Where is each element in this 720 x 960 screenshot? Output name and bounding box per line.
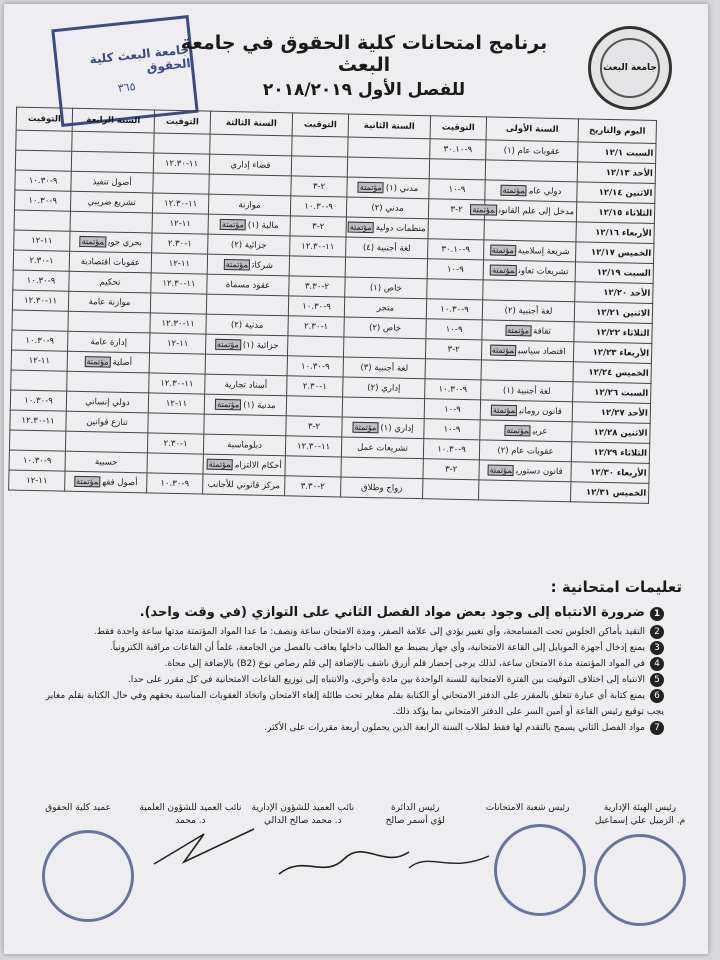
time-cell: ١-٢.٣٠ [147, 433, 203, 454]
day-cell: الأربعاء ١٢/٣٠ [571, 462, 649, 484]
time-cell [153, 173, 209, 194]
time-cell: ٩-١٠.٣٠ [290, 196, 346, 217]
stamp-text: جامعة البعث كلية الحقوق [88, 41, 192, 75]
col-time4: التوقيت [16, 107, 72, 131]
course-cell [209, 174, 291, 196]
automated-tag: مؤتمتة [352, 421, 378, 433]
automated-tag: مؤتمتة [215, 398, 241, 410]
signature-block [586, 802, 694, 828]
time-cell: ١١-١٢.٣٠ [152, 193, 208, 214]
day-cell: الأربعاء ١٢/٢٣ [573, 342, 651, 364]
course-cell: لغة أجنبية (٢) [482, 300, 574, 322]
time-cell [291, 156, 347, 177]
time-cell: ٩-١٠.٣٠ [15, 170, 71, 191]
course-cell: مالية (١)مؤتمتة [208, 214, 290, 236]
instructions-heading: تعليمات امتحانية : [550, 578, 682, 596]
automated-tag: مؤتمتة [488, 464, 515, 476]
course-cell: لغة أجنبية (١) [481, 380, 573, 402]
course-cell: أحكام الالتزاممؤتمتة [203, 454, 285, 476]
col-year1: السنة الأولى [486, 117, 578, 142]
logo-inner: جامعة البعث [600, 38, 660, 98]
course-cell [68, 311, 150, 333]
instruction-item [32, 672, 664, 688]
course-cell: شركاتمؤتمتة [207, 254, 289, 276]
signature-block [474, 802, 582, 828]
instruction-text: مواد الفصل الثاني يسمح بالتقدم لها فقط لطلاب السنة الرابعة الذين يحملون أربعة مقررات على الأكثر. [264, 723, 645, 733]
automated-tag: مؤتمتة [490, 344, 517, 356]
course-cell [345, 257, 427, 279]
day-cell: الأحد ١٢/١٣ [577, 162, 655, 184]
course-cell: تحكيم [69, 271, 151, 293]
course-cell: حسبية [65, 451, 147, 473]
time-cell [9, 430, 65, 451]
instruction-number-icon: 1 [650, 607, 664, 621]
time-cell: ١١-١٢ [152, 213, 208, 234]
automated-tag: مؤتمتة [220, 218, 246, 230]
day-cell: السبت ١٢/١٩ [575, 262, 653, 284]
day-cell: الأربعاء ١٢/١٦ [576, 222, 654, 244]
time-cell: ١١-١٢.٣٠ [153, 153, 209, 174]
instruction-item [32, 656, 664, 672]
instruction-text: في المواد المؤتمتة مدة الامتحان ساعة، لذلك يرجى إحضار قلم أزرق ناشف بالإضافة إلى قلم رصاص نوع (B2) بالإضافة إلى محاة. [164, 659, 645, 669]
time-cell [286, 396, 342, 417]
automated-tag: مؤتمتة [491, 404, 518, 416]
signature-title: رئيس شعبة الامتحانات [485, 803, 570, 813]
course-cell: مدني (٢) [346, 197, 428, 219]
course-cell [343, 337, 425, 359]
signature-block [249, 802, 357, 828]
document-title: برنامج امتحانات كلية الحقوق في جامعة البعث [180, 32, 548, 76]
time-cell: ٩-١٠ [424, 419, 480, 440]
course-cell: بحري جويمؤتمتة [70, 231, 152, 253]
time-cell [292, 136, 348, 157]
day-cell: الأحد ١٢/٢٠ [575, 282, 653, 304]
time-cell [289, 256, 345, 277]
time-cell: ١-٢.٣٠ [288, 316, 344, 337]
day-cell: الاثنين ١٢/١٤ [577, 182, 655, 204]
time-cell [150, 293, 206, 314]
course-cell: عقود مسماة [207, 274, 289, 296]
course-cell [210, 134, 292, 156]
time-cell: ١١-١٢.٣٠ [149, 373, 205, 394]
time-cell: ٩-١٠.٣٠ [423, 439, 479, 460]
time-cell: ٩-٣٠.١٠ [430, 139, 486, 160]
signature-title: نائب العميد للشؤون العلمية [139, 803, 242, 813]
course-cell: منظمات دوليةمؤتمتة [346, 217, 428, 239]
day-cell: الخميس ١٢/٣١ [570, 482, 648, 504]
course-cell: مركز قانوني للأجانب [203, 474, 285, 496]
day-cell: الخميس ١٢/٢٤ [573, 362, 651, 384]
time-cell: ٩-١٠.٣٠ [147, 473, 203, 494]
course-cell: تنازع قوانين [66, 411, 148, 433]
course-cell: ثقافةمؤتمتة [482, 320, 574, 342]
time-cell [148, 413, 204, 434]
time-cell: ٩-١٠.٣٠ [287, 356, 343, 377]
automated-tag: مؤتمتة [358, 181, 384, 193]
course-cell: دولي إنساني [66, 391, 148, 413]
col-time2: التوقيت [292, 113, 348, 137]
time-cell: ١١-١٢ [148, 393, 204, 414]
instruction-text: الانتباه إلى اختلاف التوقيت بين الفترة الامتحانية للسنة الواحدة بين مادة وأخرى، والانتباه إلى توزيع القاعات الامتحانية في كل مقرر على حدا. [127, 675, 645, 685]
day-cell: السبت ١٢/١ [578, 142, 656, 164]
time-cell: ٩-١٠.٣٠ [10, 390, 66, 411]
course-cell: إداري (٢) [343, 377, 425, 399]
course-cell: أصول فقهمؤتمتة [65, 471, 147, 493]
signature-name: لؤي أسمر صالح [385, 816, 445, 826]
instruction-number-icon: 4 [650, 657, 664, 671]
automated-tag: مؤتمتة [80, 235, 107, 247]
document-subtitle: للفصل الأول ٢٠١٨/٢٠١٩ [262, 80, 466, 100]
time-cell: ١١-١٢.٣٠ [150, 313, 206, 334]
course-cell [65, 431, 147, 453]
course-cell [483, 280, 575, 302]
instruction-item [32, 602, 664, 624]
time-cell: ١١-١٢.٣٠ [12, 290, 68, 311]
signature-title: عميد كلية الحقوق [45, 803, 111, 813]
automated-tag: مؤتمتة [207, 458, 234, 470]
course-cell: تشريع ضريبي [70, 191, 152, 213]
time-cell [285, 456, 341, 477]
signature-name: د. محمد صالح الدالي [264, 816, 342, 826]
time-cell: ١-٢.٣٠ [13, 250, 69, 271]
course-cell: قانون رومانيمؤتمتة [480, 400, 572, 422]
col-year4: السنة الرابعة [72, 108, 154, 133]
time-cell: ٩-١٠ [427, 259, 483, 280]
course-cell: دبلوماسية [203, 434, 285, 456]
time-cell [429, 159, 485, 180]
col-year3: السنة الثالثة [210, 111, 292, 136]
automated-tag: مؤتمتة [224, 258, 251, 270]
course-cell [206, 294, 288, 316]
course-cell: تشريعات تعاونمؤتمتة [483, 260, 575, 282]
course-cell: موازنة [208, 194, 290, 216]
time-cell: ٩-١٠.٣٠ [288, 296, 344, 317]
time-cell: ١١-١٢ [11, 350, 67, 371]
course-cell: لغة أجنبية (٤) [346, 237, 428, 259]
signature-scribble [404, 846, 494, 876]
course-cell: عقوبات عام (٢) [479, 440, 571, 462]
course-cell: قضاء إداري [209, 154, 291, 176]
admin-round-stamp [594, 834, 686, 926]
instruction-text: يمنع إدخال أجهزة الموبايل إلى القاعة الامتحانية، وأي جهاز يضبط مع الطالب داخلها يعاقب بالفصل من الجامعة، علماً أن القاعات مراقبة الكترونياً. [109, 643, 645, 653]
course-cell: زواج وطلاق [341, 477, 423, 499]
time-cell: ٢-٣ [290, 216, 346, 237]
course-cell [481, 360, 573, 382]
course-cell: إداري (١)مؤتمتة [342, 417, 424, 439]
course-cell [341, 457, 423, 479]
automated-tag: مؤتمتة [74, 475, 101, 487]
automated-tag: مؤتمتة [490, 244, 516, 256]
instruction-number-icon: 7 [650, 721, 664, 735]
time-cell: ٢-٣.٣٠ [285, 476, 341, 497]
automated-tag: مؤتمتة [504, 424, 531, 436]
course-cell [342, 397, 424, 419]
course-cell: مدني (١)مؤتمتة [347, 177, 429, 199]
time-cell: ٩-١٠ [424, 399, 480, 420]
day-cell: الثلاثاء ١٢/٢٢ [574, 322, 652, 344]
signature-scribble [274, 844, 414, 884]
course-cell: اقتصاد سياسيمؤتمتة [481, 340, 573, 362]
course-cell: موازنة عامة [68, 291, 150, 313]
time-cell [423, 479, 479, 500]
stamp-number: ٣٦٥ [117, 79, 137, 95]
instruction-number-icon: 3 [650, 641, 664, 655]
time-cell: ٩-١٠ [426, 319, 482, 340]
course-cell: خاص (٢) [344, 317, 426, 339]
course-cell [348, 137, 430, 159]
automated-tag: مؤتمتة [470, 204, 497, 216]
instructions-section [32, 578, 682, 736]
time-cell [287, 336, 343, 357]
course-cell: عربيمؤتمتة [480, 420, 572, 442]
automated-tag: مؤتمتة [490, 264, 517, 276]
course-cell [347, 157, 429, 179]
signature-title: رئيس الهيئة الإدارية [603, 803, 677, 813]
course-cell: جزائية (٢) [208, 234, 290, 256]
time-cell: ١١-١٢ [150, 333, 206, 354]
exam-schedule-table [8, 107, 657, 504]
time-cell [425, 359, 481, 380]
signature-title: نائب العميد للشؤون الإدارية [251, 803, 355, 813]
day-cell: الخميس ١٢/١٧ [576, 242, 654, 264]
signature-title: رئيس الدائرة [390, 803, 440, 813]
instruction-text: يمنع كتابة أي عبارة تتعلق بالمقرر على الدفتر الامتحاني أو الكتابة بقلم مغاير تحت طائلة إلغاء الامتحان واتخاذ العقوبات المناسبة بحقهم وفي حال الكتابة بقلم مغاير يجب توقيع رئيس القاعة أو أمين السر على الدفتر الامتحاني بما يؤكد ذلك. [45, 691, 664, 717]
time-cell [428, 219, 484, 240]
course-cell: عقوبات عام (١) [486, 140, 578, 162]
time-cell: ٢-٣ [286, 416, 342, 437]
time-cell [11, 370, 67, 391]
course-cell [485, 160, 577, 182]
time-cell: ٢-٣ [425, 339, 481, 360]
time-cell [14, 210, 70, 231]
course-cell: تشريعات عمل [341, 437, 423, 459]
col-day: اليوم والتاريخ [578, 119, 656, 144]
course-cell: إدارة عامة [68, 331, 150, 353]
day-cell: السبت ١٢/٢٦ [573, 382, 651, 404]
course-cell [479, 480, 571, 502]
time-cell: ١١-١٢.٣٠ [10, 410, 66, 431]
table-body [9, 130, 656, 503]
time-cell: ١-٢.٣٠ [152, 233, 208, 254]
automated-tag: مؤتمتة [348, 221, 374, 233]
time-cell: ٩-١٠.٣٠ [426, 299, 482, 320]
course-cell: شريعة إسلاميةمؤتمتة [484, 240, 576, 262]
day-cell: الثلاثاء ١٢/١٥ [576, 202, 654, 224]
time-cell: ٢-٣.٣٠ [289, 276, 345, 297]
exams-round-stamp [494, 824, 586, 916]
time-cell [16, 130, 72, 151]
instruction-item [32, 624, 664, 640]
time-cell [15, 150, 71, 171]
course-cell: مدنية (١)مؤتمتة [204, 394, 286, 416]
instruction-text: ضرورة الانتباه إلى وجود بعض مواد الفصل الثاني على التوازي (في وقت واحد). [139, 605, 645, 620]
time-cell: ١-٢.٣٠ [287, 376, 343, 397]
signature-scribble [144, 824, 264, 874]
time-cell: ١١-١٢ [14, 230, 70, 251]
automated-tag: مؤتمتة [84, 356, 110, 368]
instruction-item [32, 720, 664, 736]
signature-block [361, 802, 469, 828]
course-cell [204, 414, 286, 436]
course-cell: لغة أجنبية (٣) [343, 357, 425, 379]
time-cell: ٩-١٠.٣٠ [13, 270, 69, 291]
day-cell: الأحد ١٢/٢٧ [572, 402, 650, 424]
course-cell: أصول تنفيذ [71, 171, 153, 193]
course-cell: عقوبات اقتصادية [69, 251, 151, 273]
course-cell: مدنية (٢) [206, 314, 288, 336]
course-cell [70, 211, 152, 233]
course-cell [71, 151, 153, 173]
time-cell: ٩-١٠.٣٠ [9, 450, 65, 471]
time-cell: ١١-١٢.٣٠ [151, 273, 207, 294]
course-cell [72, 131, 154, 153]
instruction-number-icon: 5 [650, 673, 664, 687]
dean-round-stamp [42, 830, 134, 922]
instruction-number-icon: 6 [650, 689, 664, 703]
course-cell: دولي عاممؤتمتة [485, 180, 577, 202]
instruction-item [32, 640, 664, 656]
day-cell: الاثنين ١٢/٢١ [574, 302, 652, 324]
day-cell: الثلاثاء ١٢/٢٩ [571, 442, 649, 464]
col-time3: التوقيت [154, 110, 210, 134]
course-cell: جزائية (١)مؤتمتة [205, 334, 287, 356]
automated-tag: مؤتمتة [505, 324, 531, 336]
time-cell [12, 310, 68, 331]
time-cell: ٩-١٠ [429, 179, 485, 200]
time-cell: ١١-١٢ [9, 470, 65, 491]
course-cell: متجر [344, 297, 426, 319]
time-cell: ٢-٣ [291, 176, 347, 197]
time-cell: ٩-١٠.٣٠ [425, 379, 481, 400]
course-cell: خاص (١) [345, 277, 427, 299]
automated-tag: مؤتمتة [215, 338, 241, 350]
course-cell [484, 220, 576, 242]
signature-name: م. الزميل علي إسماعيل [594, 816, 686, 826]
time-cell [427, 279, 483, 300]
time-cell [149, 353, 205, 374]
automated-tag: مؤتمتة [500, 184, 527, 196]
time-cell [147, 453, 203, 474]
time-cell: ١١-١٢.٣٠ [290, 236, 346, 257]
signature-name: د. محمد [175, 816, 206, 826]
time-cell: ٩-١٠.٣٠ [12, 330, 68, 351]
time-cell: ٩-١٠.٣٠ [14, 190, 70, 211]
course-cell: مدخل إلى علم القانونمؤتمتة [484, 200, 576, 222]
time-cell [154, 133, 210, 154]
signatures-row [24, 802, 694, 828]
course-cell: أسناد تجارية [205, 374, 287, 396]
exam-schedule-paper [4, 4, 708, 954]
course-cell [67, 371, 149, 393]
course-cell: أصليةمؤتمتة [67, 351, 149, 373]
time-cell: ٢-٣ [423, 459, 479, 480]
col-time1: التوقيت [430, 116, 486, 140]
time-cell: ٩-٣٠.١٠ [428, 239, 484, 260]
instruction-text: التقيد بأماكن الجلوس تحت المسامحة، وأي تغيير يؤدي إلى علامة الصفر، ومدة الامتحان ساعة ونصف: ما عدا المواد المؤتمتة مدتها ساعة واحدة فقط. [93, 627, 645, 637]
day-cell: الاثنين ١٢/٢٨ [572, 422, 650, 444]
signature-block [24, 802, 132, 828]
instructions-list [32, 602, 682, 736]
course-cell [205, 354, 287, 376]
time-cell: ١١-١٢.٣٠ [285, 436, 341, 457]
instruction-item [32, 688, 664, 720]
instruction-number-icon: 2 [650, 625, 664, 639]
time-cell: ٢-٣ [428, 199, 484, 220]
col-year2: السنة الثانية [348, 114, 430, 139]
course-cell: قانون دستوريمؤتمتة [479, 460, 571, 482]
university-logo [588, 26, 672, 110]
time-cell: ١١-١٢ [151, 253, 207, 274]
